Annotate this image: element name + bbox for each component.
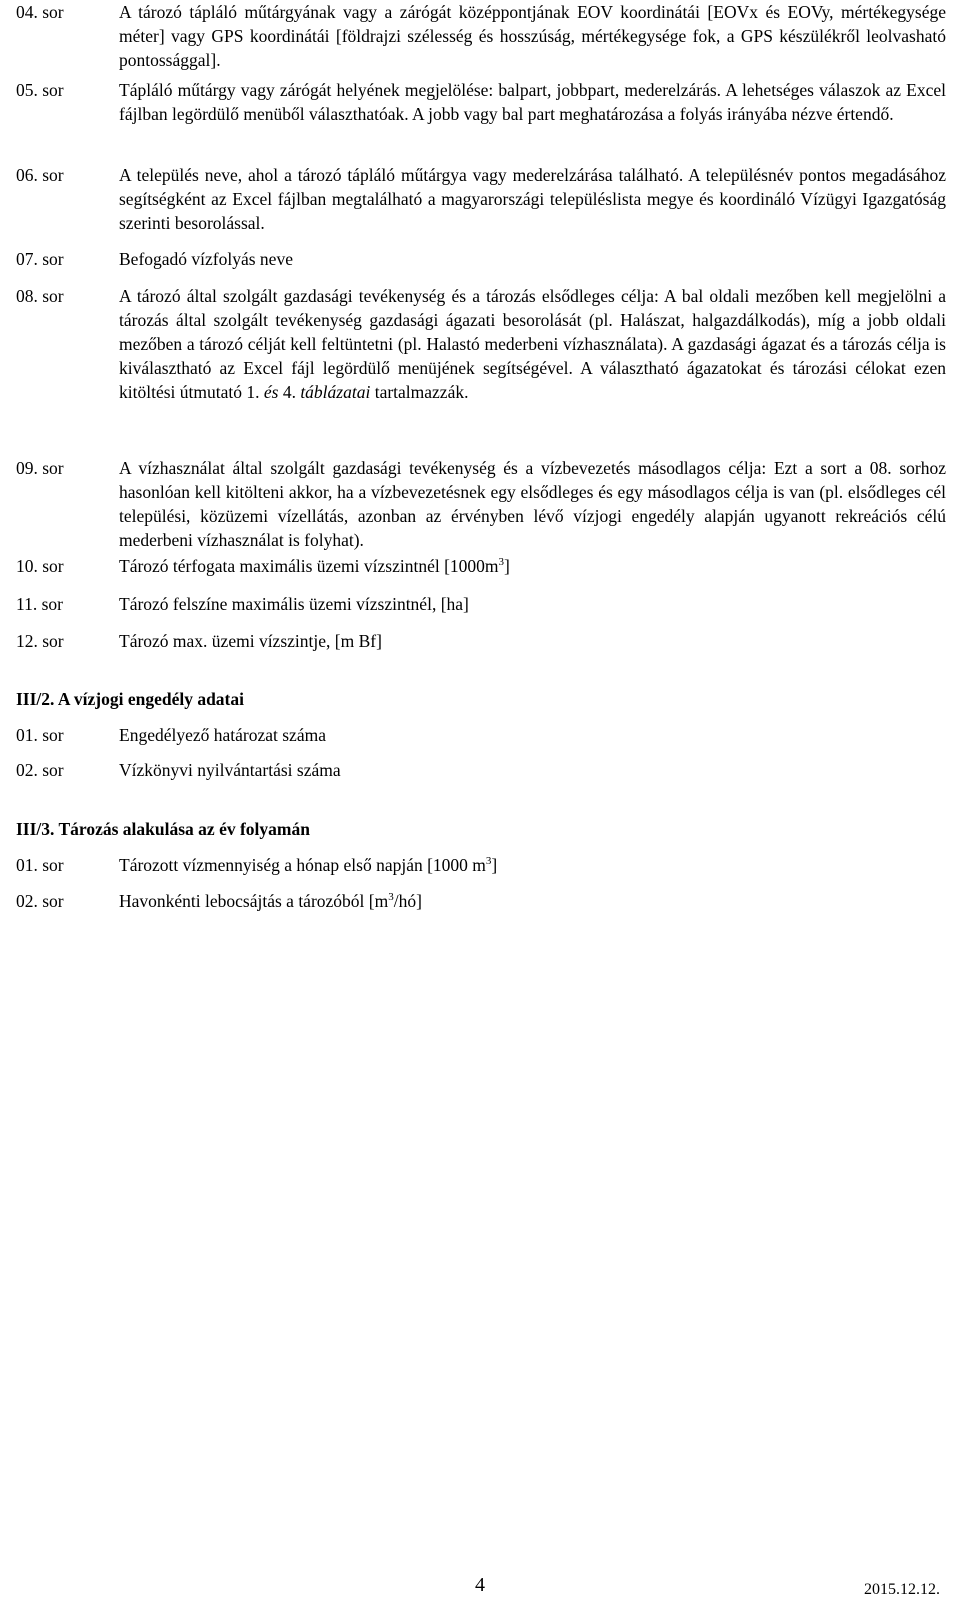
section-3-row-02 bbox=[16, 889, 946, 913]
row-text-number: 4. bbox=[282, 382, 296, 402]
section-3-row-01 bbox=[16, 853, 946, 877]
row-label: 05. sor bbox=[16, 80, 64, 100]
row-label: 11. sor bbox=[16, 594, 63, 614]
row-text bbox=[119, 853, 946, 877]
row-12 bbox=[16, 629, 946, 653]
row-text: A település neve, ahol a tározó tápláló műtárgya vagy mederelzárása található. A településnév pontos megadásához segítségként az Excel fájlban megtalálható a magyarországi településlista megye és koordináló Vízügyi Igazgatóság szerinti besorolással. bbox=[119, 165, 946, 233]
row-09 bbox=[16, 456, 946, 552]
row-07 bbox=[16, 247, 946, 271]
row-text: A vízhasználat által szolgált gazdasági tevékenység és a vízbevezetés másodlagos célja: Ezt a sort a 08. sorhoz hasonlóan kell kitölteni akkor, ha a vízbevezetésnek egy elsődleges és egy másodlagos célja is van (pl. elsődleges cél települési, közüzemi vízellátás, azonban az érvényben lévő vízjogi engedély alapján ugyanott rekreációs célú mederbeni vízhasználat is folyhat). bbox=[119, 458, 946, 550]
section-heading-3: III/3. Tározás alakulása az év folyamán bbox=[16, 819, 310, 839]
row-label: 07. sor bbox=[16, 249, 64, 269]
page-number: 4 bbox=[475, 1574, 485, 1596]
row-label: 02. sor bbox=[16, 760, 64, 780]
row-text: A tározó tápláló műtárgyának vagy a zárógát középpontjának EOV koordinátái [EOVx és EOVy, mértékegysége méter] vagy GPS koordinátái [földrajzi szélesség és hosszúság, mértékegysége fok, a GPS készülékről leolvasható pontossággal]. bbox=[119, 2, 946, 70]
row-05 bbox=[16, 78, 946, 126]
section-2-row-01 bbox=[16, 723, 946, 747]
row-text-italic: táblázatai bbox=[300, 382, 371, 402]
row-text-italic: és bbox=[263, 382, 279, 402]
row-text-end: ] bbox=[491, 855, 498, 875]
row-label: 12. sor bbox=[16, 631, 64, 651]
row-text bbox=[119, 554, 946, 578]
row-label: 09. sor bbox=[16, 458, 64, 478]
row-label: 04. sor bbox=[16, 2, 64, 22]
row-06 bbox=[16, 163, 946, 235]
row-text: Vízkönyvi nyilvántartási száma bbox=[119, 760, 341, 780]
row-label: 02. sor bbox=[16, 891, 64, 911]
footer-date: 2015.12.12. bbox=[864, 1581, 940, 1598]
row-text: Tározó max. üzemi vízszintje, [m Bf] bbox=[119, 631, 382, 651]
superscript: 3 bbox=[485, 855, 492, 867]
section-heading-2: III/2. A vízjogi engedély adatai bbox=[16, 689, 244, 709]
row-text: Tápláló műtárgy vagy zárógát helyének megjelölése: balpart, jobbpart, mederelzárás. A lehetséges válaszok az Excel fájlban legördülő menüből választhatóak. A jobb vagy bal part meghatározása a folyás irányába nézve értendő. bbox=[119, 80, 946, 124]
row-04 bbox=[16, 0, 946, 72]
row-label: 01. sor bbox=[16, 855, 64, 875]
row-text: Engedélyező határozat száma bbox=[119, 725, 326, 745]
row-10 bbox=[16, 554, 946, 578]
row-label: 10. sor bbox=[16, 556, 64, 576]
row-label: 01. sor bbox=[16, 725, 64, 745]
row-label: 08. sor bbox=[16, 286, 64, 306]
row-text: Befogadó vízfolyás neve bbox=[119, 249, 293, 269]
row-text bbox=[119, 889, 946, 913]
row-text-main: A tározó által szolgált gazdasági tevékenység és a tározás elsődleges célja: A bal oldali mezőben kell megjelölni a tározás által szolgált tevékenység gazdasági ágazati besorolását (pl. Halászat, halgazdálkodás), míg a jobb oldali mezőben a tározó célját kell feltüntetni (pl. Halastó mederbeni vízhasználata). A gazdasági ágazat és a tározás célja is kiválasztható az Excel fájl legördülő menüjének segítségével. A választható ágazatokat és tározási célokat ezen kitöltési útmutató 1. bbox=[119, 286, 946, 402]
row-text-main: Tározott vízmennyiség a hónap első napján [1000 m bbox=[119, 855, 486, 875]
row-text: Tározó felszíne maximális üzemi vízszintnél, [ha] bbox=[119, 594, 469, 614]
row-text-end: tartalmazzák. bbox=[374, 382, 469, 402]
row-11 bbox=[16, 592, 946, 616]
row-text-end: /hó] bbox=[393, 891, 422, 911]
section-2-row-02 bbox=[16, 758, 946, 782]
row-text-main: Havonkénti lebocsájtás a tározóból [m bbox=[119, 891, 389, 911]
row-text-main: Tározó térfogata maximális üzemi vízszintnél [1000m bbox=[119, 556, 499, 576]
superscript: 3 bbox=[498, 556, 505, 568]
row-text bbox=[119, 284, 946, 404]
row-text-end: ] bbox=[504, 556, 510, 576]
row-label: 06. sor bbox=[16, 165, 64, 185]
superscript: 3 bbox=[388, 891, 394, 903]
row-08 bbox=[16, 284, 946, 404]
